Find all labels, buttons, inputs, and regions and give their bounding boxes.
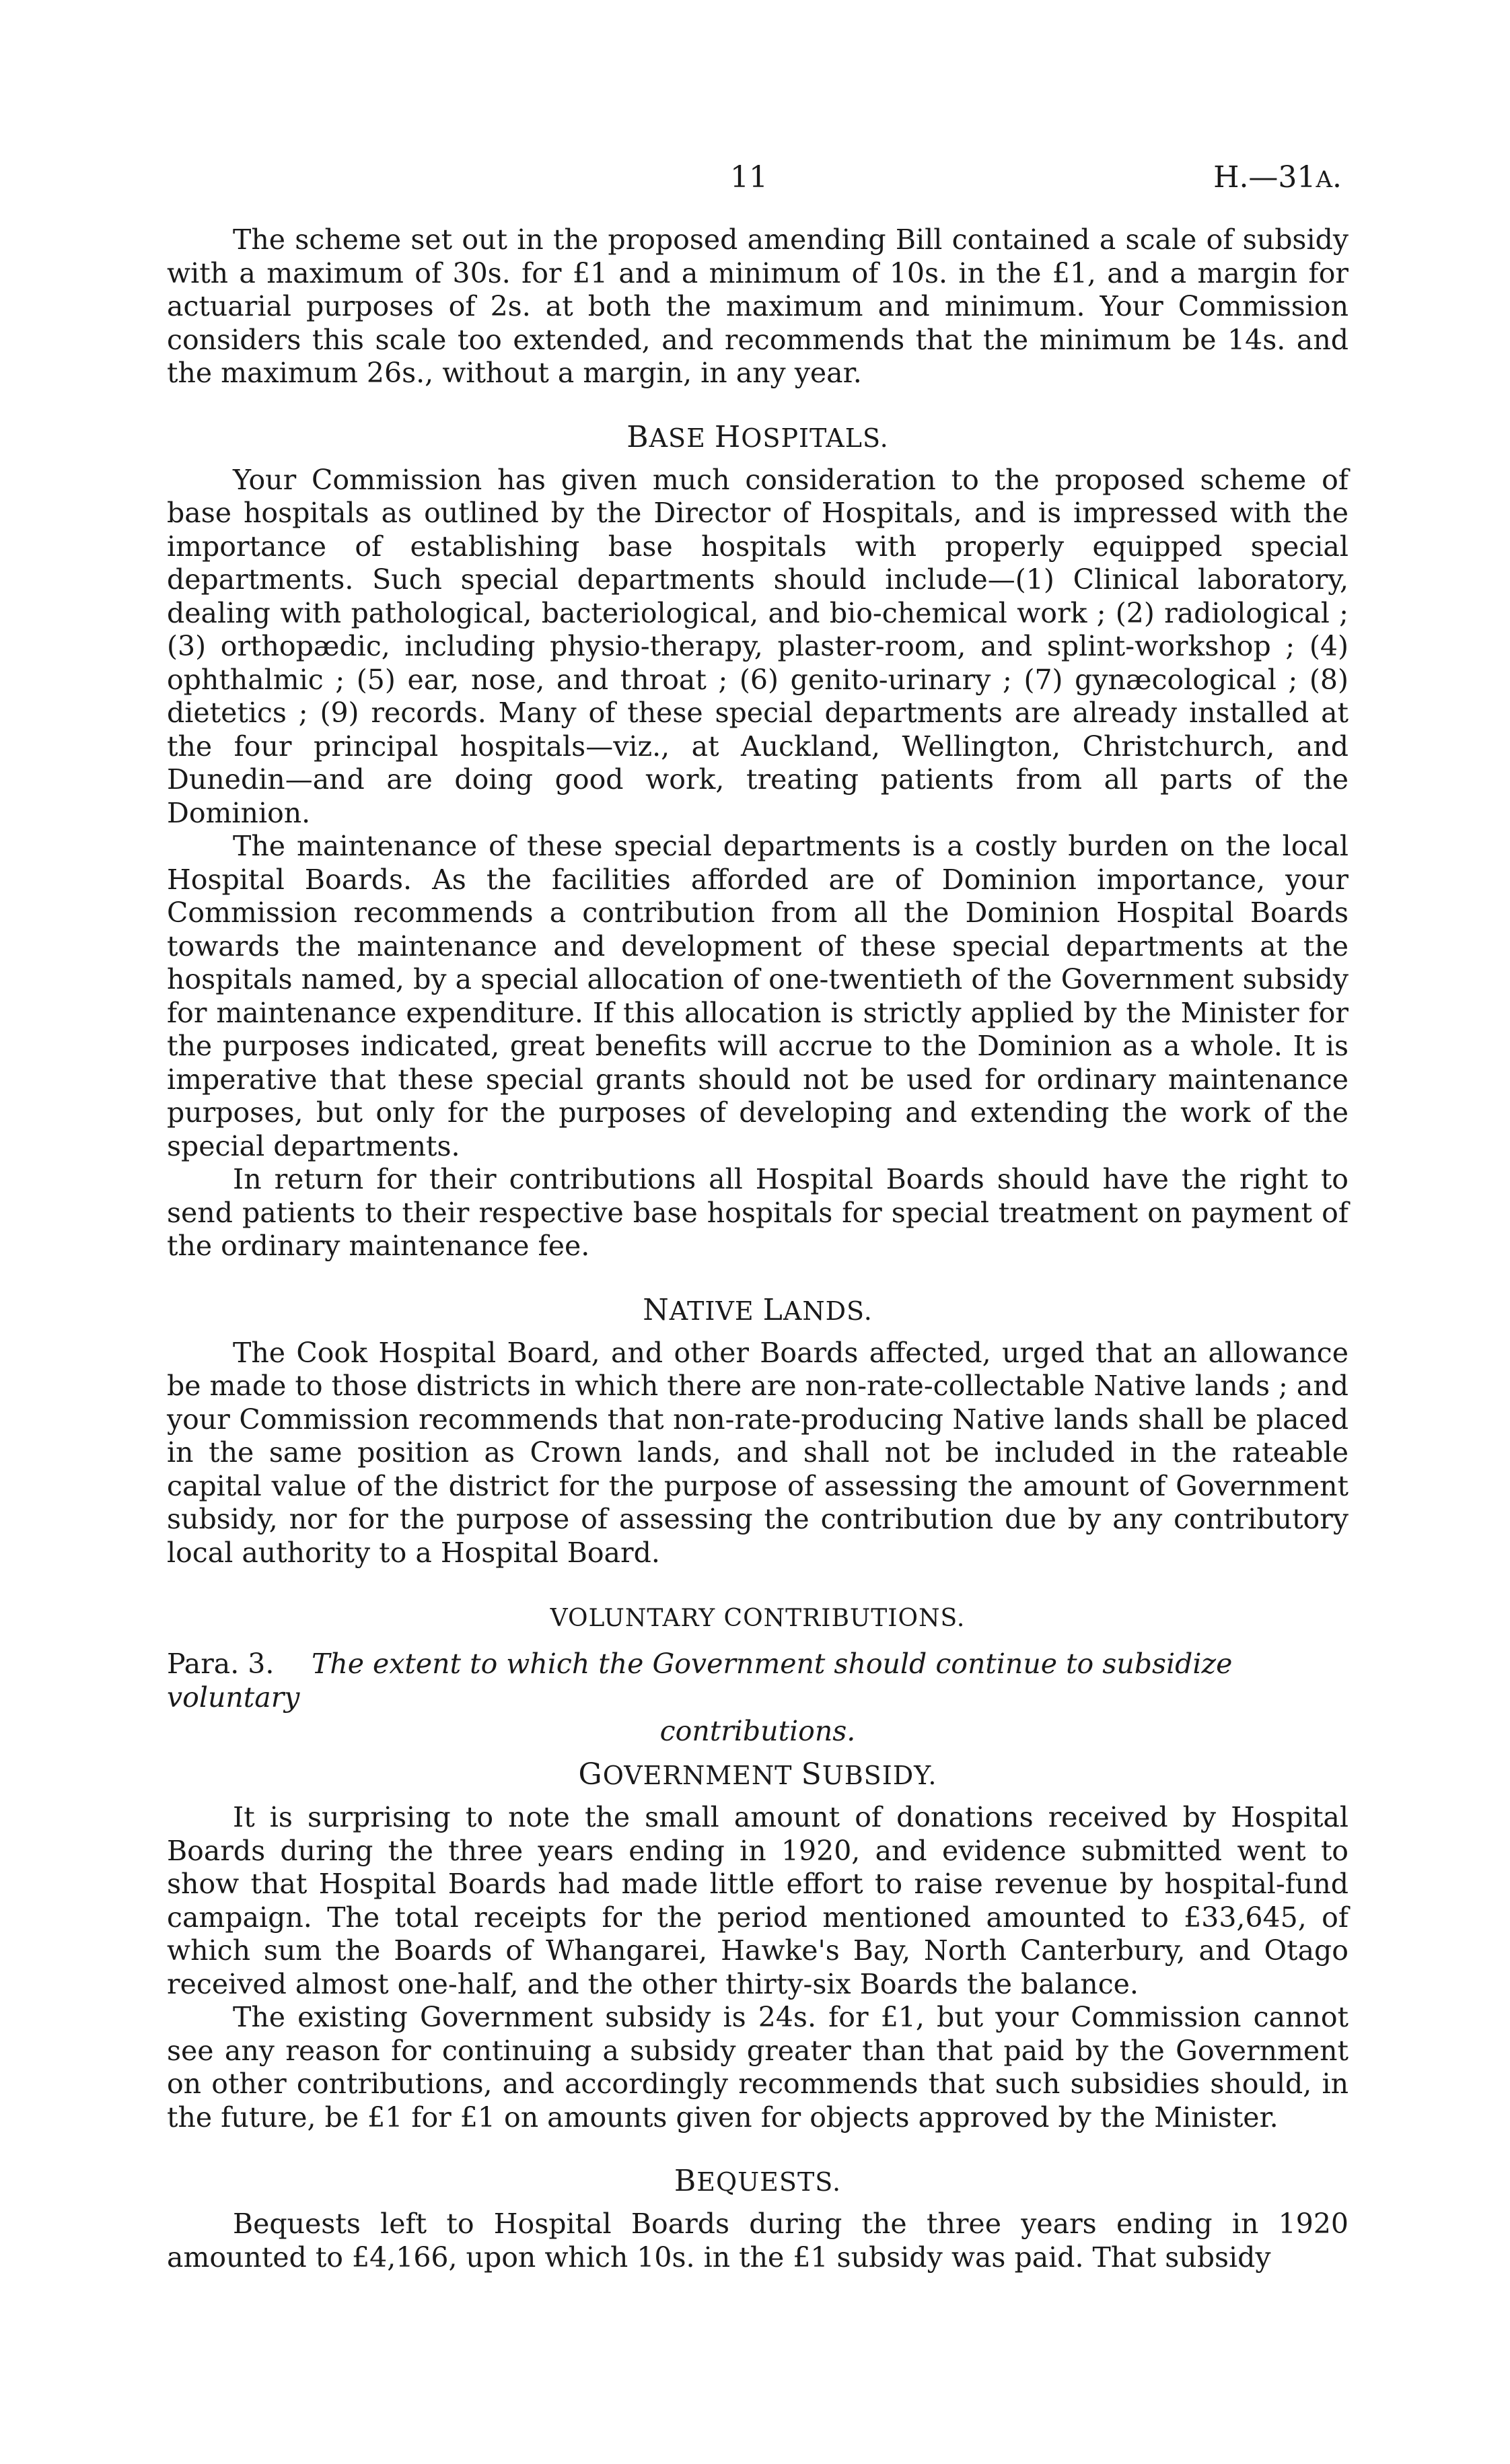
- doc-ref-suffix: A: [1316, 166, 1332, 193]
- para-label: Para. 3.: [167, 1648, 275, 1680]
- base-hospitals-paragraph-3: In return for their contributions all Hospital Boards should have the right to send patients to their respective base hospitals for special treatment on payment of the ordinary maintenance fee.: [167, 1163, 1349, 1262]
- bequests-paragraph: Bequests left to Hospital Boards during the three years ending in 1920 amounted to £4,166, upon which 10s. in the £1 subsidy was paid. That subsidy: [167, 2208, 1349, 2274]
- document-body: [167, 223, 1349, 2274]
- heading-cap-7: B: [674, 2164, 697, 2198]
- base-hospitals-paragraph-2: The maintenance of these special departments is a costly burden on the local Hospital Boards. As the facilities afforded are of Dominion importance, your Commission recommends a contribution from all the Dominion Hospital Boards towards the maintenance and development of these special departments at the hospitals named, by a special allocation of one-twentieth of the Government subsidy for maintenance expenditure. If this allocation is strictly applied by the Minister for the purposes indicated, great benefits will accrue to the Dominion as a whole. It is imperative that these special grants should not be used for ordinary maintenance purposes, but only for the purposes of developing and extending the work of the special departments.: [167, 830, 1349, 1162]
- heading-cap-6: S: [801, 1757, 822, 1792]
- intro-paragraph: The scheme set out in the proposed amending Bill contained a scale of subsidy with a maximum of 30s. for £1 and a minimum of 10s. in the £1, and a margin for actuarial purposes of 2s. at both the maximum and minimum. Your Commission considers this scale too extended, and recommends that the minimum be 14s. and the maximum 26s., without a margin, in any year.: [167, 223, 1349, 389]
- heading-cap-3: N: [643, 1292, 670, 1327]
- native-lands-heading: [167, 1293, 1349, 1329]
- para-text-line-1: The extent to which the Government should continue to subsidize voluntary: [167, 1648, 1233, 1714]
- document-reference: [1213, 160, 1342, 195]
- bequests-heading: [167, 2164, 1349, 2199]
- heading-cap-4: L: [762, 1292, 783, 1327]
- base-hospitals-heading: [167, 420, 1349, 456]
- heading-rest-1: ASE: [649, 423, 715, 453]
- heading-cap-1: B: [626, 419, 649, 454]
- page-number: 11: [730, 160, 768, 195]
- voluntary-contributions-heading: VOLUNTARY CONTRIBUTIONS.: [550, 1605, 966, 1632]
- heading-cap-2: H: [714, 419, 742, 454]
- government-subsidy-heading: [167, 1757, 1349, 1793]
- heading-rest-2: OSPITALS.: [741, 423, 889, 453]
- government-subsidy-paragraph-2: The existing Government subsidy is 24s. for £1, but your Commission cannot see any reason for continuing a subsidy greater than that paid by the Government on other contributions, and accordingly recommends that such subsidies should, in the future, be £1 for £1 on amounts given for objects approved by the Minister.: [167, 2001, 1349, 2134]
- heading-rest-5: OVERNMENT: [602, 1761, 801, 1790]
- base-hospitals-paragraph-1: Your Commission has given much consideration to the proposed scheme of base hospitals as outlined by the Director of Hospitals, and is impressed with the importance of establishing base hospitals with properly equipped special departments. Such special departments should include—(1) Clinical laboratory, dealing with pathological, bacteriological, and bio-chemical work ; (2) radiological ; (3) orthopædic, including physio-therapy, plaster-room, and splint-workshop ; (4) ophthalmic ; (5) ear, nose, and throat ; (6) genito-urinary ; (7) gynæcological ; (8) dietetics ; (9) records. Many of these special departments are already installed at the four principal hospitals—viz., at Auckland, Wellington, Christchurch, and Dunedin—and are doing good work, treating patients from all parts of the Dominion.: [167, 463, 1349, 829]
- doc-ref-end: .: [1332, 160, 1342, 195]
- heading-rest-7: EQUESTS.: [696, 2167, 842, 2197]
- government-subsidy-paragraph-1: It is surprising to note the small amount of donations received by Hospital Boards during the three years ending in 1920, and evidence submitted went to show that Hospital Boards had made little effort to raise revenue by hospital-fund campaign. The total receipts for the period mentioned amounted to £33,645, of which sum the Boards of Whangarei, Hawke's Bay, North Canterbury, and Otago received almost one-half, and the other thirty-six Boards the balance.: [167, 1801, 1349, 2000]
- doc-ref-main: H.—31: [1213, 160, 1316, 195]
- native-lands-paragraph: The Cook Hospital Board, and other Boards affected, urged that an allowance be made to those districts in which there are non-rate-collectable Native lands ; and your Commission recommends that non-rate-producing Native lands shall be placed in the same position as Crown lands, and shall not be included in the rateable capital value of the district for the purpose of assessing the amount of Government subsidy, nor for the purpose of assessing the contribution due by any contributory local authority to a Hospital Board.: [167, 1336, 1349, 1569]
- heading-rest-4: ANDS.: [783, 1296, 873, 1326]
- para-text-line-2: contributions.: [659, 1715, 856, 1747]
- heading-rest-6: UBSIDY.: [822, 1761, 937, 1790]
- para-reference: [167, 1647, 1349, 1748]
- heading-rest-3: ATIVE: [669, 1296, 763, 1326]
- heading-cap-5: G: [578, 1757, 603, 1792]
